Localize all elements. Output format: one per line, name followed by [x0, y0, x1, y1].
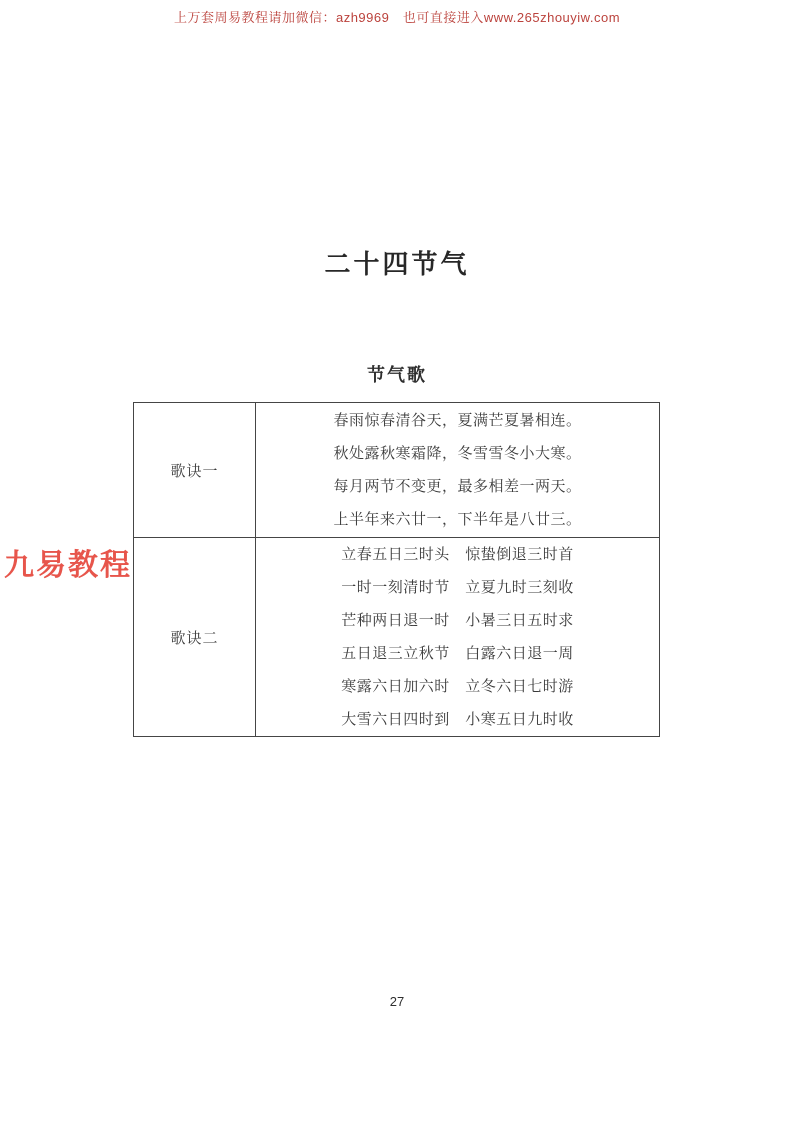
watermark-text: 九易教程 — [4, 549, 132, 582]
verse-line: 大雪六日四时到 小寒五日九时收 — [341, 711, 574, 728]
verse-line: 寒露六日加六时 立冬六日七时游 — [341, 678, 574, 695]
verse-line: 芒种两日退一时 小暑三日五时求 — [341, 612, 574, 629]
row-label-gejue-1: 歌诀一 — [134, 403, 256, 537]
verse-line: 春雨惊春清谷天，夏满芒夏暑相连。 — [333, 412, 582, 429]
table-row-gejue-1 — [134, 403, 659, 537]
page-title: 二十四节气 — [324, 249, 470, 279]
verse-table — [133, 402, 660, 737]
verse-cell-gejue-1 — [256, 403, 659, 537]
row-label-gejue-2: 歌诀二 — [134, 538, 256, 736]
verse-line: 上半年来六廿一，下半年是八廿三。 — [333, 511, 582, 528]
promo-header-note: 上万套周易教程请加微信：azh9969 也可直接进入www.265zhouyiw.com — [173, 10, 621, 25]
verse-line: 一时一刻清时节 立夏九时三刻收 — [341, 579, 574, 596]
verse-cell-gejue-2 — [256, 538, 659, 736]
verse-line: 五日退三立秋节 白露六日退一周 — [341, 645, 574, 662]
page-number: 27 — [389, 994, 405, 1009]
table-row-gejue-2 — [134, 537, 659, 736]
section-title: 节气歌 — [367, 365, 427, 385]
verse-line: 秋处露秋寒霜降，冬雪雪冬小大寒。 — [333, 445, 582, 462]
verse-line: 每月两节不变更，最多相差一两天。 — [333, 478, 582, 495]
verse-line: 立春五日三时头 惊蛰倒退三时首 — [341, 546, 574, 563]
